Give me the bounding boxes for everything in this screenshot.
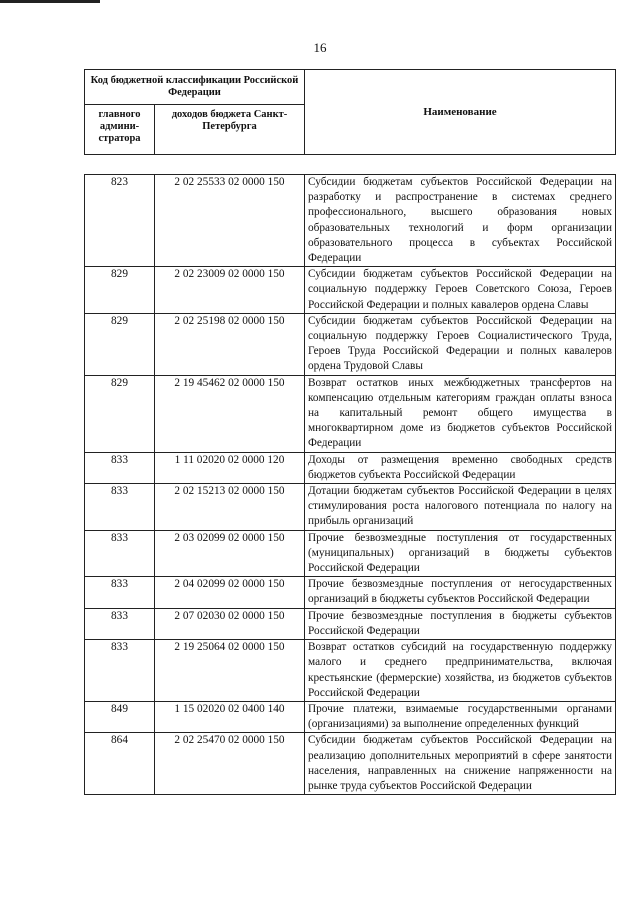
income-code-cell: 2 02 25198 02 0000 150 [155, 313, 305, 375]
table-row [85, 701, 616, 732]
income-code-cell: 1 15 02020 02 0400 140 [155, 701, 305, 732]
name-cell: Субсидии бюджетам субъектов Российской Федерации на социальную поддержку Героев Социалистического Труда, Героев Труда Российской Федерации и полных кавалеров ордена Трудовой Славы [305, 313, 616, 375]
table-row [85, 375, 616, 452]
income-code-cell: 2 19 25064 02 0000 150 [155, 640, 305, 702]
classification-table [84, 174, 616, 795]
table-row [85, 484, 616, 531]
admin-code-cell: 829 [85, 375, 155, 452]
admin-code-cell: 829 [85, 267, 155, 314]
admin-code-cell: 864 [85, 733, 155, 795]
name-cell: Субсидии бюджетам субъектов Российской Федерации на социальную поддержку Героев Советского Союза, Героев Российской Федерации и полных кавалеров ордена Славы [305, 267, 616, 314]
admin-code-cell: 823 [85, 175, 155, 267]
name-cell: Прочие платежи, взимаемые государственными органами (организациями) за выполнение определенных функций [305, 701, 616, 732]
income-code-cell: 2 03 02099 02 0000 150 [155, 530, 305, 577]
admin-code-cell: 833 [85, 640, 155, 702]
income-code-cell: 2 02 15213 02 0000 150 [155, 484, 305, 531]
code-group-header: Код бюджетной классификации Российской Федерации [85, 70, 305, 105]
admin-code-cell: 833 [85, 577, 155, 608]
income-code-cell: 2 19 45462 02 0000 150 [155, 375, 305, 452]
admin-code-cell: 833 [85, 530, 155, 577]
income-code-cell: 2 07 02030 02 0000 150 [155, 608, 305, 639]
name-cell: Возврат остатков субсидий на государственную поддержку малого и среднего предпринимательства, включая крестьянские (фермерские) хозяйства, из бюджетов субъектов Российской Федерации [305, 640, 616, 702]
admin-code-cell: 833 [85, 452, 155, 483]
admin-code-cell: 849 [85, 701, 155, 732]
table-row [85, 733, 616, 795]
name-cell: Субсидии бюджетам субъектов Российской Федерации на реализацию дополнительных мероприятий в сфере занятости населения, направленных на снижение напряженности на рынке труда субъектов Российской Федерации [305, 733, 616, 795]
table-row [85, 640, 616, 702]
header-table [84, 69, 616, 155]
name-cell: Прочие безвозмездные поступления от негосударственных организаций в бюджеты субъектов Российской Федерации [305, 577, 616, 608]
admin-code-cell: 829 [85, 313, 155, 375]
name-cell: Прочие безвозмездные поступления в бюджеты субъектов Российской Федерации [305, 608, 616, 639]
page-number: 16 [313, 40, 327, 55]
name-cell: Дотации бюджетам субъектов Российской Федерации в целях стимулирования роста налогового потенциала по налогу на прибыль организаций [305, 484, 616, 531]
admin-code-cell: 833 [85, 608, 155, 639]
name-cell: Доходы от размещения временно свободных средств бюджетов субъекта Российской Федерации [305, 452, 616, 483]
table-row [85, 608, 616, 639]
income-code-cell: 2 02 25470 02 0000 150 [155, 733, 305, 795]
table-row [85, 175, 616, 267]
income-code-cell: 2 04 02099 02 0000 150 [155, 577, 305, 608]
name-column-header: Наименование [305, 70, 616, 155]
name-cell: Прочие безвозмездные поступления от государственных (муниципальных) организаций в бюджеты субъектов Российской Федерации [305, 530, 616, 577]
top-rule [0, 0, 100, 3]
income-code-cell: 2 02 23009 02 0000 150 [155, 267, 305, 314]
table-row [85, 313, 616, 375]
admin-column-header: главного админи-стратора [85, 105, 155, 155]
admin-code-cell: 833 [85, 484, 155, 531]
table-row [85, 452, 616, 483]
name-cell: Возврат остатков иных межбюджетных трансфертов на компенсацию отдельным категориям граждан оплаты взноса на капитальный ремонт общего имущества в многоквартирном доме из бюджетов субъектов Российской Федерации [305, 375, 616, 452]
table-row [85, 577, 616, 608]
income-code-cell: 2 02 25533 02 0000 150 [155, 175, 305, 267]
income-column-header: доходов бюджета Санкт-Петербурга [155, 105, 305, 155]
income-code-cell: 1 11 02020 02 0000 120 [155, 452, 305, 483]
name-cell: Субсидии бюджетам субъектов Российской Федерации на разработку и распространение в системах среднего профессионального, высшего образования новых образовательных технологий и форм организации образовательного процесса в субъектах Российской Федерации [305, 175, 616, 267]
table-row [85, 530, 616, 577]
table-row [85, 267, 616, 314]
